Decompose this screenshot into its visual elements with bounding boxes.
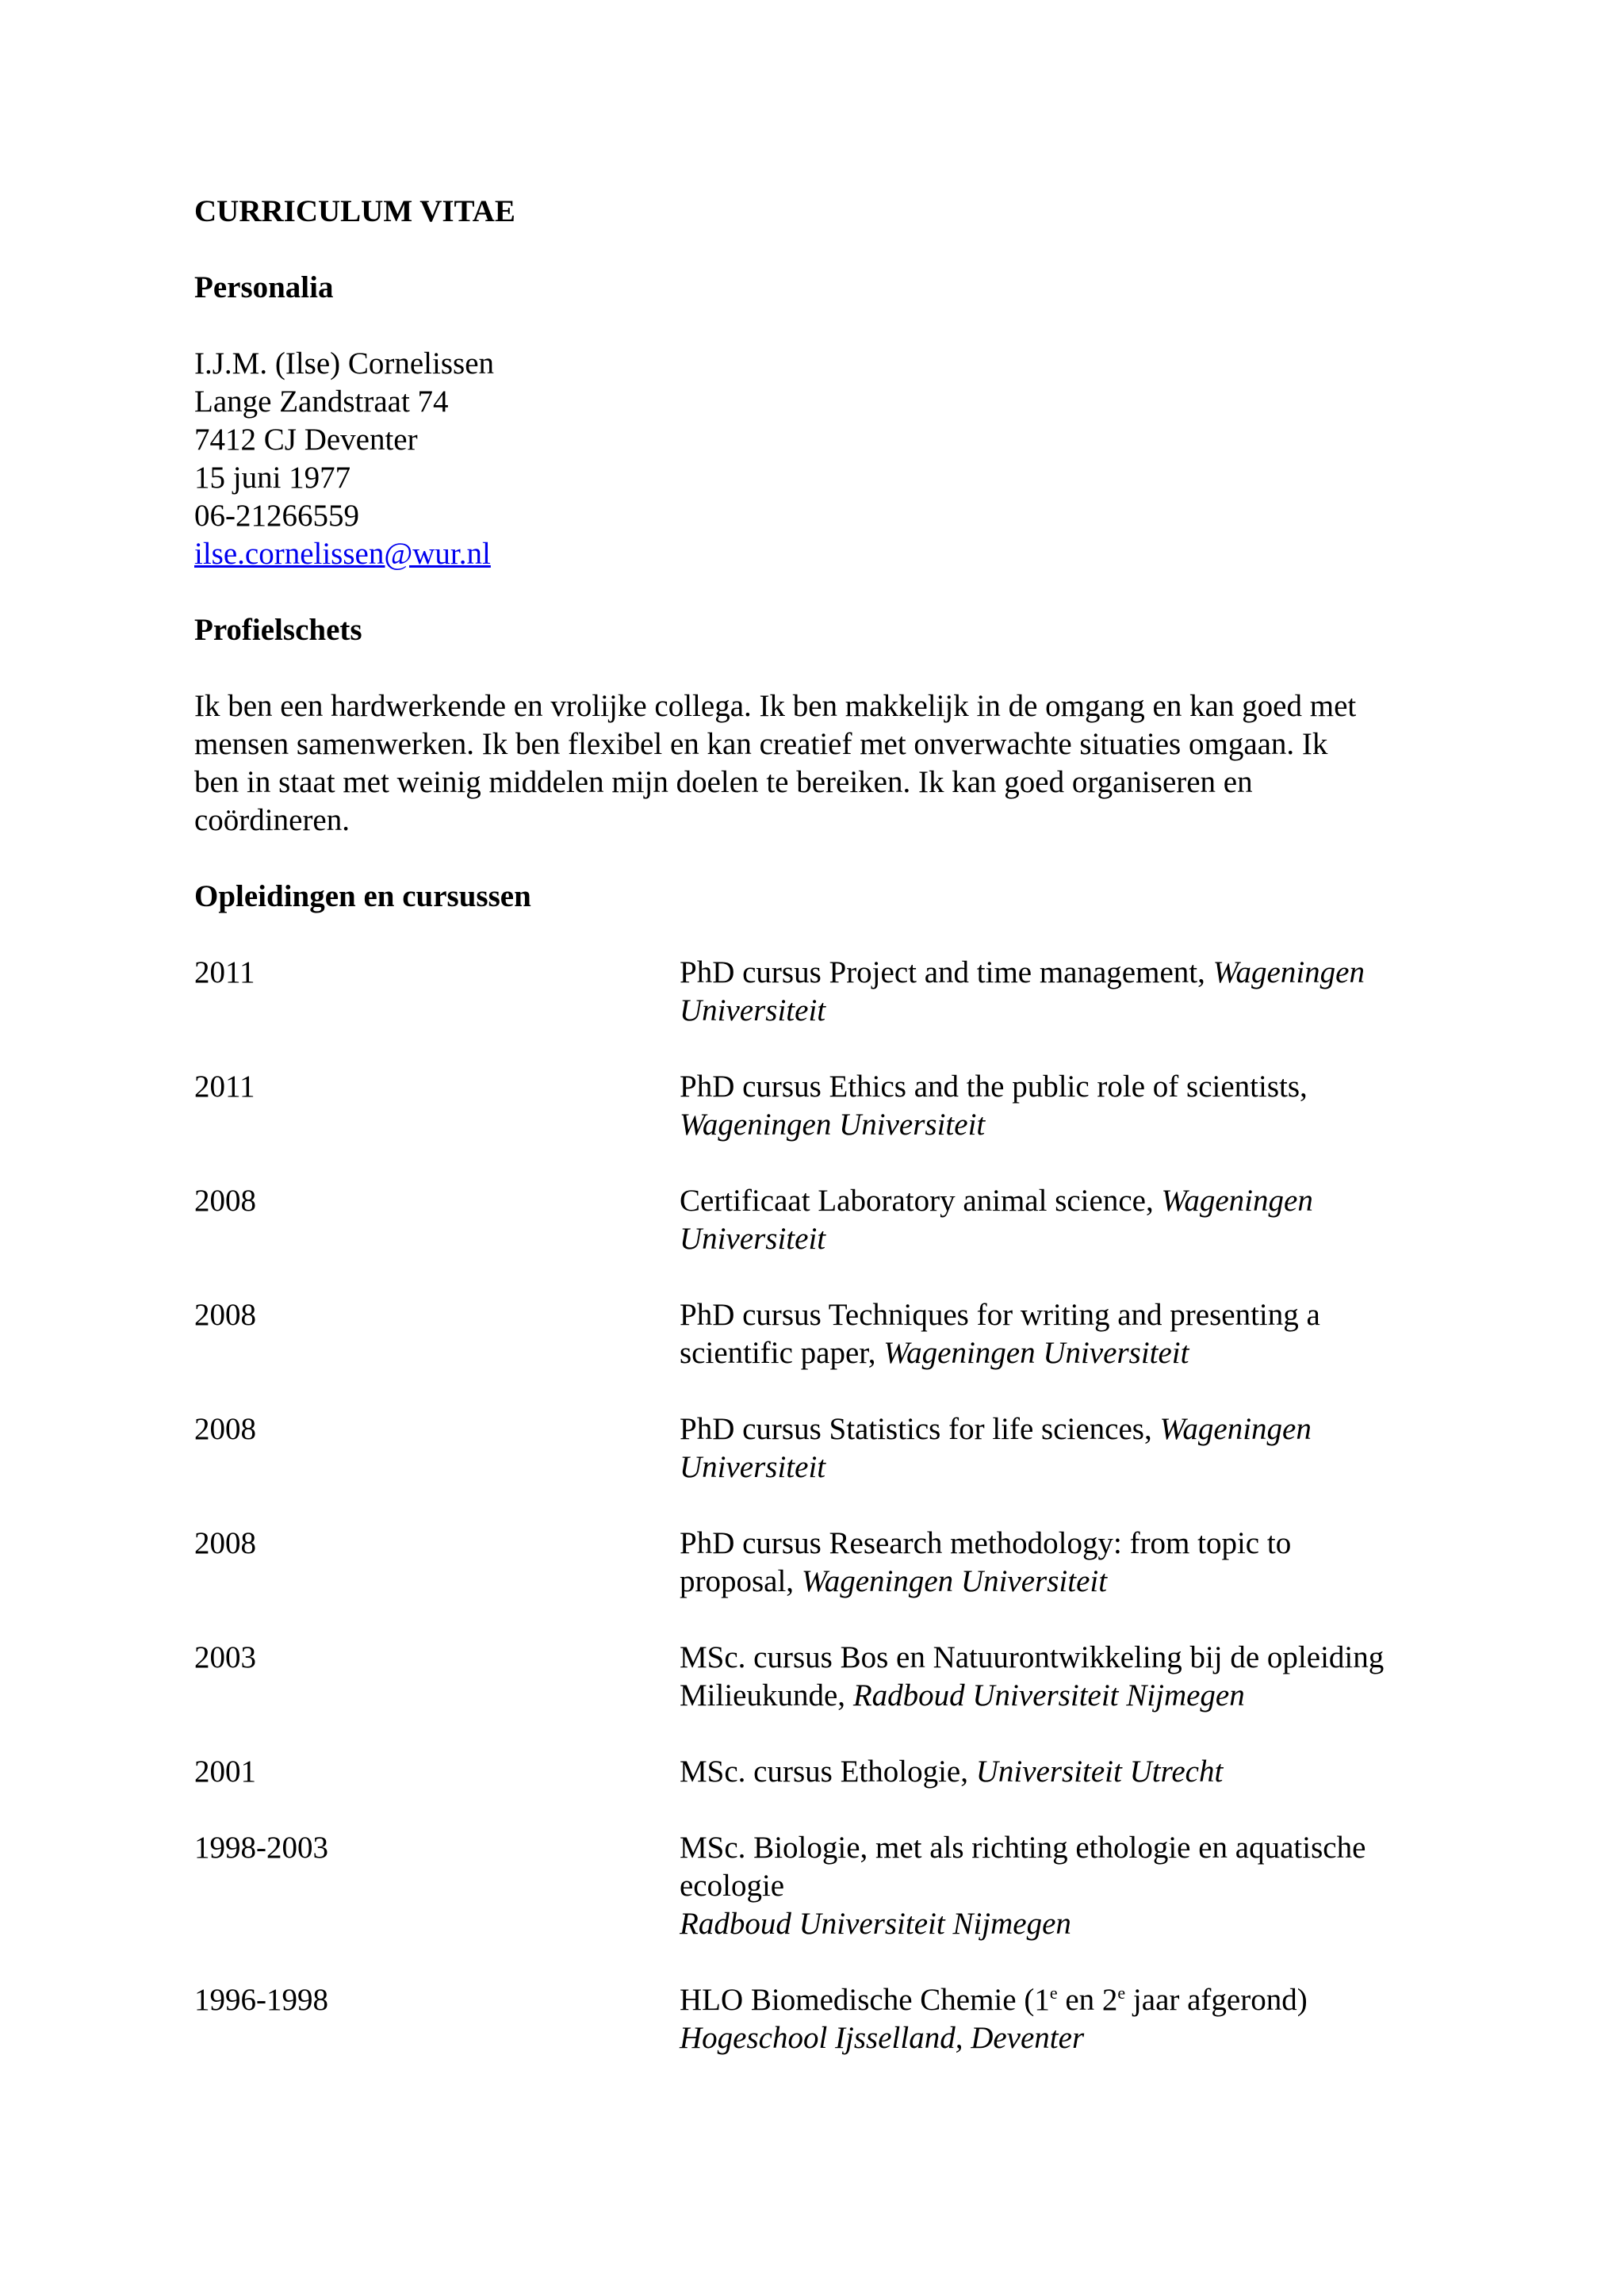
education-item bbox=[194, 1981, 1447, 2057]
education-description: Certificaat Laboratory animal science, Wageningen Universiteit bbox=[680, 1184, 1313, 1256]
profiel-line: mensen samenwerken. Ik ben flexibel en kan creatief met onverwachte situaties omgaan. Ik bbox=[194, 727, 1328, 761]
education-item bbox=[194, 1410, 1447, 1487]
education-item bbox=[194, 954, 1447, 1030]
education-item bbox=[194, 1639, 1447, 1715]
profielschets-heading: Profielschets bbox=[194, 613, 362, 647]
education-year: 2001 bbox=[194, 1755, 256, 1789]
education-year: 2011 bbox=[194, 1070, 255, 1104]
profielschets-text bbox=[194, 687, 1447, 840]
profiel-line: coördineren. bbox=[194, 803, 350, 837]
education-description: MSc. cursus Ethologie, Universiteit Utrecht bbox=[680, 1755, 1224, 1789]
education-year: 2008 bbox=[194, 1184, 256, 1218]
education-description: MSc. cursus Bos en Natuurontwikkeling bij de opleiding Milieukunde, Radboud Universiteit Nijmegen bbox=[680, 1640, 1385, 1712]
personalia-heading: Personalia bbox=[194, 270, 334, 304]
education-year: 2008 bbox=[194, 1298, 256, 1332]
education-description: PhD cursus Project and time management, Wageningen Universiteit bbox=[680, 955, 1365, 1027]
education-description: PhD cursus Ethics and the public role of scientists, Wageningen Universiteit bbox=[680, 1070, 1308, 1142]
education-year: 2008 bbox=[194, 1526, 256, 1560]
personalia-block bbox=[194, 345, 1447, 573]
education-description: PhD cursus Techniques for writing and presenting a scientific paper, Wageningen Universiteit bbox=[680, 1298, 1320, 1370]
education-year: 2003 bbox=[194, 1640, 256, 1674]
education-item bbox=[194, 1753, 1447, 1791]
education-item bbox=[194, 1296, 1447, 1372]
education-item bbox=[194, 1525, 1447, 1601]
education-item bbox=[194, 1829, 1447, 1943]
education-year: 1998-2003 bbox=[194, 1831, 328, 1865]
education-year: 1996-1998 bbox=[194, 1983, 328, 2017]
education-item bbox=[194, 1182, 1447, 1258]
opleidingen-heading: Opleidingen en cursussen bbox=[194, 879, 531, 913]
education-item bbox=[194, 1068, 1447, 1144]
education-year: 2008 bbox=[194, 1412, 256, 1446]
education-description: HLO Biomedische Chemie (1e en 2e jaar afgerond) Hogeschool Ijsselland, Deventer bbox=[680, 1983, 1308, 2055]
education-year: 2011 bbox=[194, 955, 255, 989]
cv-document bbox=[194, 193, 1447, 2057]
address-street: Lange Zandstraat 74 bbox=[194, 385, 449, 419]
education-list bbox=[194, 954, 1447, 2057]
document-title: CURRICULUM VITAE bbox=[194, 194, 515, 228]
email-link[interactable]: ilse.cornelissen@wur.nl bbox=[194, 537, 491, 571]
education-description: PhD cursus Statistics for life sciences, Wageningen Universiteit bbox=[680, 1412, 1312, 1484]
address-city: 7412 CJ Deventer bbox=[194, 423, 418, 457]
birthdate: 15 juni 1977 bbox=[194, 461, 351, 495]
profiel-line: Ik ben een hardwerkende en vrolijke collega. Ik ben makkelijk in de omgang en kan goed met bbox=[194, 689, 1357, 723]
profiel-line: ben in staat met weinig middelen mijn doelen te bereiken. Ik kan goed organiseren en bbox=[194, 765, 1253, 799]
education-description: MSc. Biologie, met als richting ethologie en aquatische ecologie Radboud Universiteit Nijmegen bbox=[680, 1831, 1366, 1941]
person-name: I.J.M. (Ilse) Cornelissen bbox=[194, 346, 495, 381]
education-description: PhD cursus Research methodology: from topic to proposal, Wageningen Universiteit bbox=[680, 1526, 1292, 1598]
phone-number: 06-21266559 bbox=[194, 499, 359, 533]
